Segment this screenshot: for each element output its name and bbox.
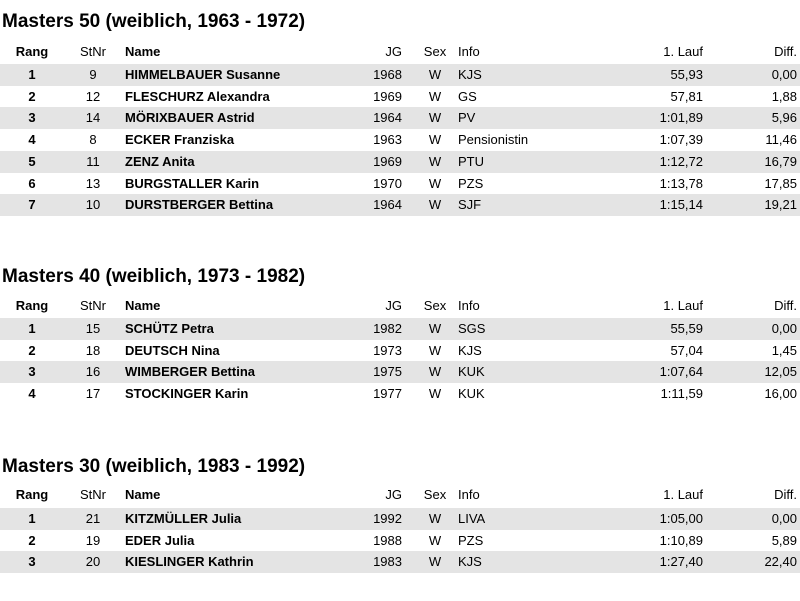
cell-info: PZS — [458, 175, 484, 191]
header-info: Info — [458, 44, 480, 59]
cell-name: DURSTBERGER Bettina — [125, 197, 274, 213]
table-row — [0, 530, 800, 552]
cell-stnr: 9 — [89, 67, 97, 82]
header-rang: Rang — [15, 298, 49, 313]
cell-stnr: 17 — [85, 386, 101, 402]
cell-lauf: 1:07,39 — [659, 132, 703, 148]
cell-stnr: 11 — [86, 153, 100, 169]
cell-sex: W — [428, 132, 442, 148]
cell-stnr: 8 — [89, 132, 97, 148]
cell-stnr: 12 — [85, 88, 101, 104]
cell-sex: W — [428, 197, 442, 213]
table-row — [0, 194, 800, 216]
cell-rang: 2 — [28, 88, 36, 104]
table-row — [0, 151, 800, 173]
cell-diff: 5,96 — [771, 110, 797, 126]
cell-jg: 1969 — [373, 88, 402, 104]
cell-rang: 3 — [28, 554, 36, 570]
cell-diff: 19,21 — [764, 197, 797, 213]
section-title: Masters 50 (weiblich, 1963 - 1972) — [2, 11, 306, 32]
cell-diff: 0,00 — [771, 511, 797, 526]
header-sex: Sex — [423, 487, 447, 502]
cell-rang: 3 — [28, 110, 36, 126]
table-header — [0, 41, 800, 63]
table-row — [0, 173, 800, 195]
cell-sex: W — [428, 342, 442, 358]
cell-lauf: 1:05,00 — [659, 511, 703, 526]
cell-rang: 2 — [28, 342, 36, 358]
cell-sex: W — [428, 175, 442, 191]
table-row — [0, 551, 800, 573]
cell-lauf: 1:12,72 — [659, 153, 703, 169]
cell-info: KJS — [458, 67, 482, 82]
header-diff: Diff. — [774, 487, 797, 502]
cell-name: DEUTSCH Nina — [125, 342, 220, 358]
header-diff: Diff. — [774, 298, 797, 313]
cell-lauf: 1:27,40 — [659, 554, 703, 570]
cell-diff: 11,46 — [765, 132, 797, 148]
cell-sex: W — [428, 110, 442, 126]
cell-sex: W — [428, 153, 442, 169]
cell-stnr: 10 — [85, 197, 101, 213]
cell-jg: 1963 — [373, 132, 402, 148]
table-row — [0, 508, 800, 530]
cell-info: Pensionistin — [458, 132, 529, 148]
cell-info: KJS — [458, 342, 482, 358]
header-rang: Rang — [15, 44, 49, 59]
header-stnr: StNr — [80, 44, 106, 59]
cell-jg: 1975 — [373, 364, 402, 380]
cell-sex: W — [428, 67, 442, 82]
cell-jg: 1982 — [373, 321, 402, 336]
cell-diff: 17,85 — [764, 175, 797, 191]
cell-diff: 22,40 — [764, 554, 797, 570]
table-header — [0, 484, 800, 506]
cell-stnr: 15 — [85, 321, 101, 336]
cell-diff: 16,79 — [764, 153, 797, 169]
cell-sex: W — [428, 88, 442, 104]
cell-info: PZS — [458, 532, 484, 548]
cell-jg: 1992 — [373, 511, 402, 526]
cell-info: SGS — [458, 321, 486, 336]
header-jg: JG — [385, 487, 402, 502]
cell-lauf: 57,81 — [670, 88, 703, 104]
cell-name: STOCKINGER Karin — [125, 386, 249, 402]
cell-stnr: 16 — [85, 364, 101, 380]
section-title: Masters 30 (weiblich, 1983 - 1992) — [2, 456, 306, 477]
cell-info: KUK — [458, 364, 485, 380]
cell-name: HIMMELBAUER Susanne — [125, 67, 281, 82]
header-diff: Diff. — [774, 44, 797, 59]
cell-sex: W — [428, 321, 442, 336]
cell-info: KUK — [458, 386, 485, 402]
cell-rang: 4 — [28, 132, 36, 148]
header-lauf: 1. Lauf — [663, 44, 703, 59]
header-lauf: 1. Lauf — [663, 487, 703, 502]
cell-sex: W — [428, 511, 442, 526]
cell-info: KJS — [458, 554, 482, 570]
cell-name: BURGSTALLER Karin — [125, 175, 260, 191]
cell-name: MÖRIXBAUER Astrid — [125, 110, 255, 126]
cell-stnr: 20 — [85, 554, 101, 570]
cell-name: WIMBERGER Bettina — [125, 364, 255, 380]
cell-lauf: 1:07,64 — [659, 364, 703, 380]
cell-jg: 1977 — [373, 386, 402, 402]
table-row — [0, 340, 800, 362]
header-stnr: StNr — [80, 298, 106, 313]
table-row — [0, 107, 800, 129]
cell-rang: 3 — [28, 364, 36, 380]
cell-name: KITZMÜLLER Julia — [125, 511, 242, 526]
cell-rang: 6 — [28, 175, 36, 191]
cell-rang: 1 — [28, 321, 36, 336]
cell-sex: W — [428, 532, 442, 548]
cell-rang: 1 — [28, 67, 36, 82]
cell-jg: 1969 — [373, 153, 402, 169]
cell-diff: 12,05 — [764, 364, 797, 380]
table-row — [0, 86, 800, 108]
cell-info: LIVA — [458, 511, 486, 526]
cell-stnr: 13 — [85, 175, 101, 191]
cell-lauf: 1:10,89 — [659, 532, 703, 548]
cell-rang: 5 — [28, 153, 36, 169]
header-lauf: 1. Lauf — [663, 298, 703, 313]
cell-diff: 16,00 — [764, 386, 797, 402]
cell-info: GS — [458, 88, 477, 104]
cell-lauf: 1:15,14 — [659, 197, 703, 213]
cell-name: EDER Julia — [125, 532, 195, 548]
cell-rang: 1 — [28, 511, 36, 526]
table-row — [0, 64, 800, 86]
cell-rang: 2 — [28, 532, 36, 548]
cell-stnr: 21 — [85, 511, 101, 526]
cell-name: ZENZ Anita — [125, 153, 195, 169]
table-row — [0, 318, 800, 340]
table-row — [0, 361, 800, 383]
cell-name: ECKER Franziska — [125, 132, 235, 148]
cell-sex: W — [428, 554, 442, 570]
header-info: Info — [458, 298, 480, 313]
cell-jg: 1970 — [373, 175, 402, 191]
cell-lauf: 55,59 — [670, 321, 703, 336]
cell-info: PV — [458, 110, 476, 126]
header-name: Name — [125, 298, 161, 313]
header-jg: JG — [385, 298, 402, 313]
cell-stnr: 19 — [85, 532, 101, 548]
cell-lauf: 1:13,78 — [659, 175, 703, 191]
cell-jg: 1968 — [373, 67, 402, 82]
header-name: Name — [125, 487, 161, 502]
cell-lauf: 1:11,59 — [660, 386, 703, 402]
cell-lauf: 1:01,89 — [659, 110, 703, 126]
cell-name: KIESLINGER Kathrin — [125, 554, 254, 570]
cell-name: SCHÜTZ Petra — [125, 321, 214, 336]
cell-jg: 1964 — [373, 197, 402, 213]
header-rang: Rang — [15, 487, 49, 502]
header-stnr: StNr — [80, 487, 106, 502]
header-sex: Sex — [423, 44, 447, 59]
header-info: Info — [458, 487, 480, 502]
cell-diff: 1,45 — [771, 342, 797, 358]
cell-diff: 5,89 — [771, 532, 797, 548]
cell-jg: 1983 — [373, 554, 402, 570]
header-sex: Sex — [423, 298, 447, 313]
table-row — [0, 129, 800, 151]
cell-sex: W — [428, 386, 442, 402]
cell-rang: 4 — [28, 386, 36, 402]
cell-jg: 1964 — [373, 110, 402, 126]
header-name: Name — [125, 44, 161, 59]
header-jg: JG — [385, 44, 402, 59]
section-title: Masters 40 (weiblich, 1973 - 1982) — [2, 266, 306, 287]
cell-stnr: 14 — [85, 110, 101, 126]
cell-jg: 1988 — [373, 532, 402, 548]
cell-info: PTU — [458, 153, 484, 169]
cell-diff: 1,88 — [771, 88, 797, 104]
cell-rang: 7 — [28, 197, 36, 213]
table-header — [0, 295, 800, 317]
cell-info: SJF — [458, 197, 482, 213]
cell-lauf: 57,04 — [670, 342, 703, 358]
cell-lauf: 55,93 — [670, 67, 703, 82]
cell-diff: 0,00 — [771, 321, 797, 336]
cell-diff: 0,00 — [771, 67, 797, 82]
cell-name: FLESCHURZ Alexandra — [125, 88, 270, 104]
cell-stnr: 18 — [85, 342, 101, 358]
table-row — [0, 383, 800, 405]
cell-jg: 1973 — [373, 342, 402, 358]
cell-sex: W — [428, 364, 442, 380]
